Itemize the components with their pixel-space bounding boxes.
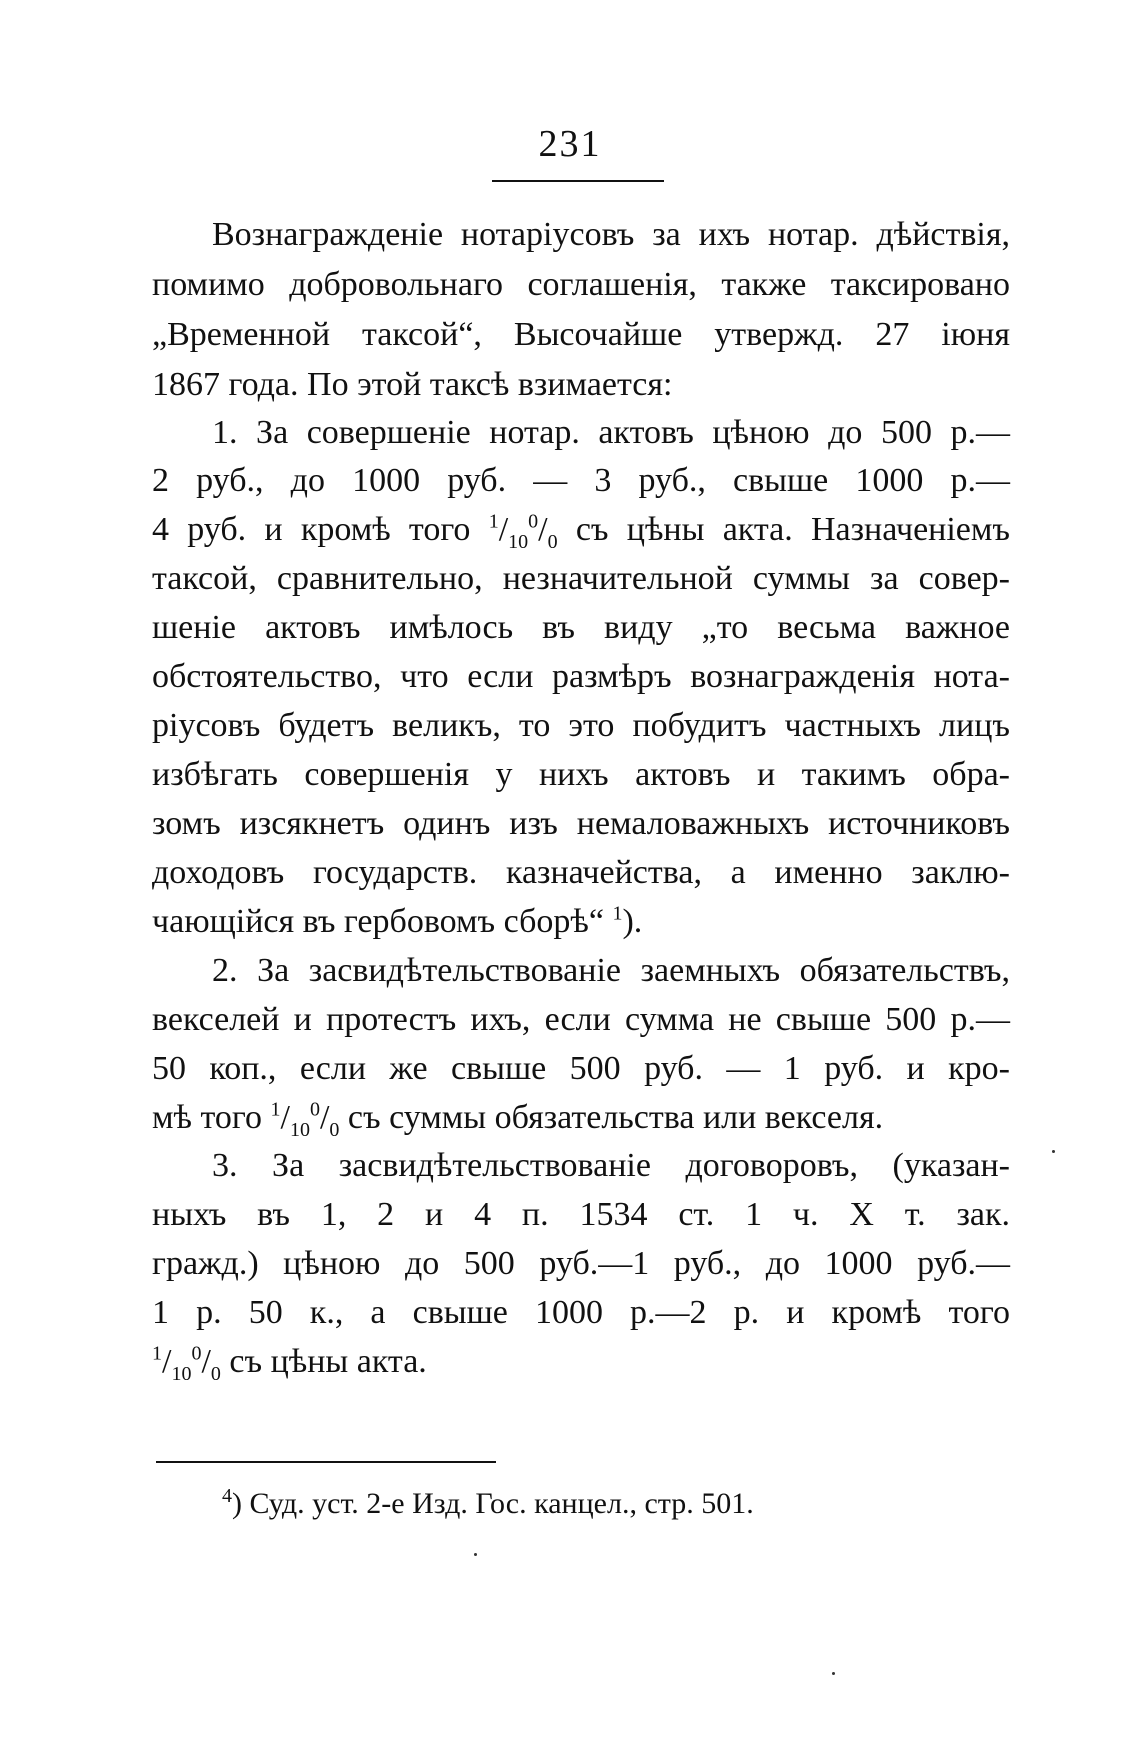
text-segment: 4 руб. и кромѣ того: [152, 511, 489, 548]
fraction-one-tenth-percent: $^1/_{10}^0/_0$: [270, 1098, 340, 1141]
text-segment: ).: [622, 903, 643, 940]
text-line: ныхъ въ 1, 2 и 4 п. 1534 ст. 1 ч. X т. зак.: [152, 1196, 1010, 1233]
text-line: 1867 года. По этой таксѣ взимается:: [152, 366, 673, 403]
text-segment: съ суммы обязательства или векселя.: [339, 1099, 884, 1136]
text-line: 2. За засвидѣтельствованіе заемныхъ обязательствъ,: [212, 952, 1010, 989]
page-number: 231: [538, 123, 602, 165]
text-line-with-fraction: [152, 505, 1010, 555]
text-line: 3. За засвидѣтельствованіе договоровъ, (указан-: [212, 1147, 1010, 1184]
text-line: зомъ изсякнетъ одинъ изъ немаловажныхъ источниковъ: [152, 805, 1010, 842]
footnote-text: ) Суд. уст. 2-е Изд. Гос. канцел., стр. 501.: [232, 1487, 754, 1520]
footnote: [222, 1482, 754, 1526]
text-line: Вознагражденіе нотаріусовъ за ихъ нотар. дѣйствія,: [212, 216, 1010, 253]
text-line: гражд.) цѣною до 500 руб.—1 руб., до 1000 руб.—: [152, 1245, 1010, 1282]
text-line: векселей и протестъ ихъ, если сумма не свыше 500 р.—: [152, 1001, 1010, 1038]
text-line: помимо добровольнаго соглашенія, также таксировано: [152, 266, 1010, 303]
text-line-with-footnote-ref: [152, 897, 1010, 947]
text-line-with-fraction: [152, 1337, 1010, 1387]
footnote-reference: 1: [612, 902, 623, 925]
text-line: обстоятельство, что если размѣръ вознагражденія нота-: [152, 658, 1010, 695]
text-segment: чающійся въ гербовомъ сборѣ“: [152, 903, 604, 940]
header-rule: [492, 180, 664, 182]
text-line: доходовъ государств. казначейства, а именно заклю-: [152, 854, 1010, 891]
text-line: 2 руб., до 1000 руб. — 3 руб., свыше 1000 р.—: [152, 462, 1010, 499]
scan-speck: [474, 1553, 477, 1556]
text-line: таксой, сравнительно, незначительной суммы за совер-: [152, 560, 1010, 597]
fraction-one-tenth-percent: $^1/_{10}^0/_0$: [152, 1342, 221, 1385]
text-line: 50 коп., если же свыше 500 руб. — 1 руб. и кро-: [152, 1050, 1010, 1087]
text-line: избѣгать совершенія у нихъ актовъ и такимъ обра-: [152, 756, 1010, 793]
text-line-with-fraction: [152, 1093, 1010, 1143]
text-line: 1. За совершеніе нотар. актовъ цѣною до 500 р.—: [212, 414, 1010, 451]
text-segment: мѣ того: [152, 1099, 271, 1136]
scan-speck: [832, 1672, 835, 1675]
text-line: „Временной таксой“, Высочайше утвержд. 27 іюня: [152, 316, 1010, 353]
footnote-marker: 4: [222, 1485, 232, 1507]
scan-speck: [1052, 1150, 1055, 1153]
text-line: шеніе актовъ имѣлось въ виду „то весьма важное: [152, 609, 1010, 646]
text-line: 1 р. 50 к., а свыше 1000 р.—2 р. и кромѣ того: [152, 1294, 1010, 1331]
text-segment: съ цѣны акта. Назначеніемъ: [557, 511, 1010, 548]
text-line: ріусовъ будетъ великъ, то это побудитъ частныхъ лицъ: [152, 707, 1010, 744]
text-segment: съ цѣны акта.: [220, 1343, 427, 1380]
footnote-rule: [156, 1461, 496, 1463]
fraction-one-tenth-percent: $^1/_{10}^0/_0$: [488, 510, 558, 553]
